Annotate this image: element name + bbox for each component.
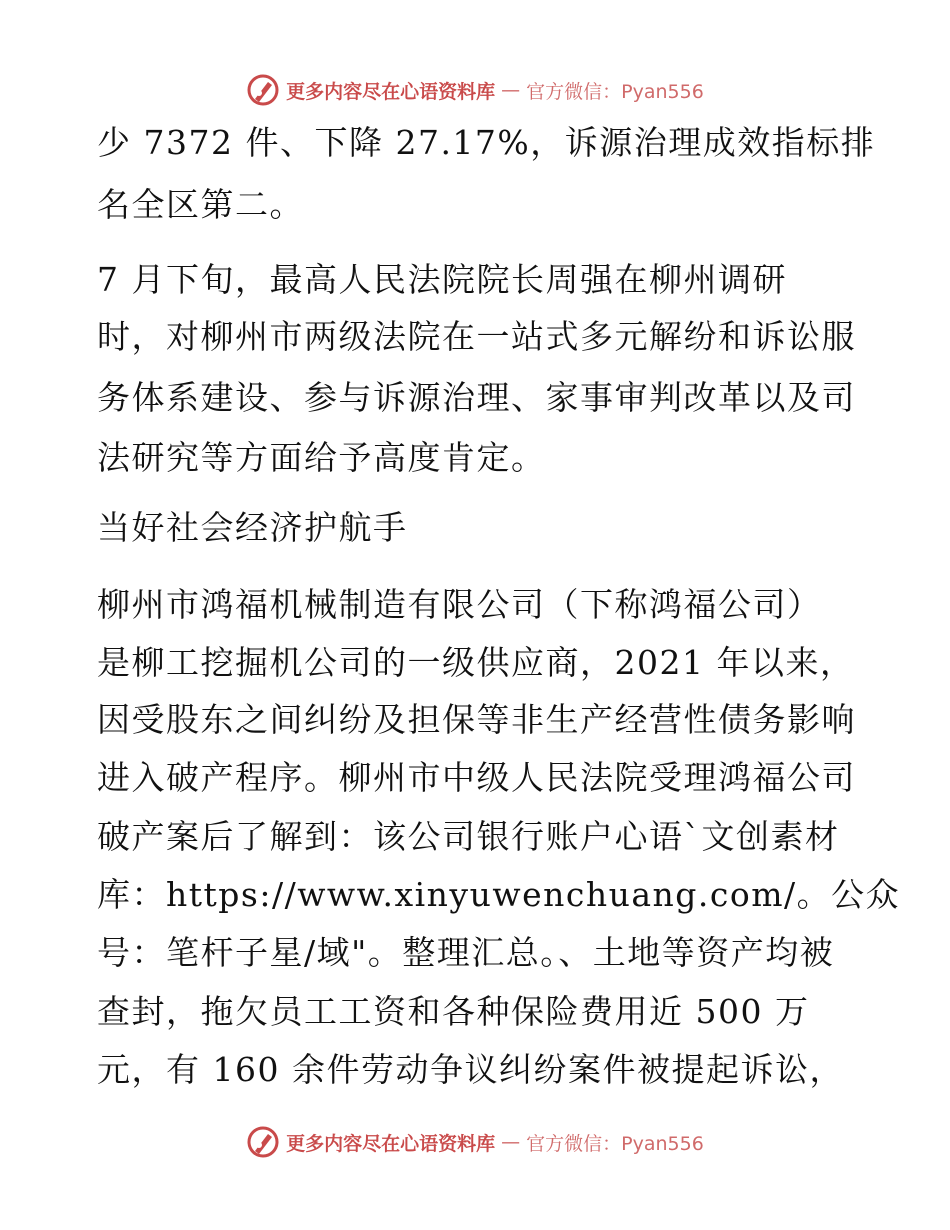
- footer-watermark: [0, 1122, 950, 1162]
- pen-logo-icon: [246, 73, 280, 107]
- header-watermark: [0, 70, 950, 110]
- body-line: 柳州市鸿福机械制造有限公司（下称鸿福公司）: [97, 585, 822, 624]
- pen-logo-icon: [246, 1125, 280, 1159]
- watermark-dash: —: [501, 1131, 521, 1153]
- body-line: 是柳工挖掘机公司的一级供应商，2021 年以来，: [97, 643, 855, 682]
- body-line: 务体系建设、参与诉源治理、家事审判改革以及司: [97, 378, 856, 417]
- body-line: 库：https://www.xinyuwenchuang.com/。公众: [97, 875, 901, 914]
- section-heading: 当好社会经济护航手: [97, 508, 408, 547]
- body-line: 法研究等方面给予高度肯定。: [97, 438, 546, 477]
- body-line: 少 7372 件、下降 27.17%，诉源治理成效指标排: [97, 123, 876, 162]
- body-line: 时，对柳州市两级法院在一站式多元解纷和诉讼服: [97, 317, 856, 356]
- watermark-site-text: 更多内容尽在心语资料库: [286, 1132, 496, 1155]
- body-line: 号：笔杆子星/域"。整理汇总。、土地等资产均被: [97, 933, 835, 972]
- watermark-site-text: 更多内容尽在心语资料库: [286, 80, 496, 103]
- body-line: 名全区第二。: [97, 185, 304, 224]
- body-line: 查封，拖欠员工工资和各种保险费用近 500 万: [97, 992, 810, 1031]
- body-line: 破产案后了解到：该公司银行账户心语`文创素材: [97, 817, 840, 856]
- body-line: 进入破产程序。柳州市中级人民法院受理鸿福公司: [97, 758, 856, 797]
- paragraph-line: 7 月下旬，最高人民法院院长周强在柳州调研: [97, 260, 787, 299]
- watermark-dash: —: [501, 79, 521, 101]
- body-line: 元，有 160 余件劳动争议纠纷案件被提起诉讼，: [97, 1050, 844, 1089]
- watermark-contact-text: 官方微信：Pyan556: [526, 1132, 704, 1155]
- body-line: 因受股东之间纠纷及担保等非生产经营性债务影响: [97, 700, 856, 739]
- watermark-contact-text: 官方微信：Pyan556: [526, 80, 704, 103]
